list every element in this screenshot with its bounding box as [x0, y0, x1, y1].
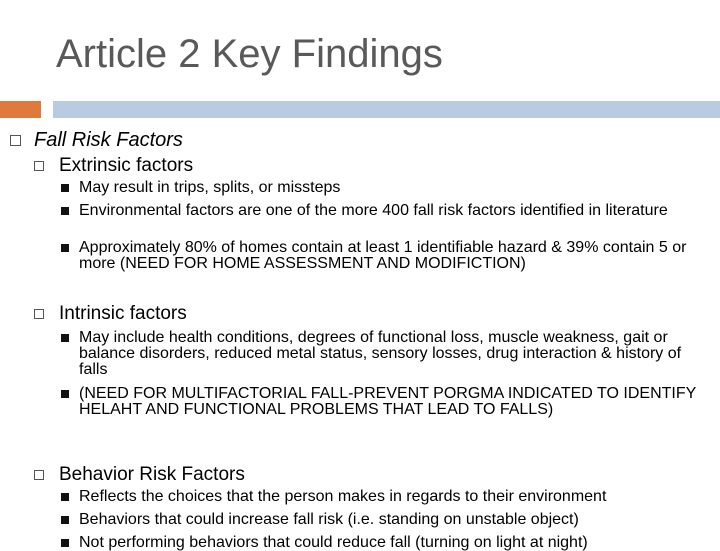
heading-label: Fall Risk Factors	[34, 129, 183, 151]
section-label: Extrinsic factors	[59, 155, 194, 176]
accent-bar	[0, 101, 41, 118]
bullet-icon	[61, 207, 69, 215]
square-bullet-icon	[34, 470, 44, 480]
section-label: Intrinsic factors	[59, 303, 187, 324]
bullet-icon	[61, 516, 69, 524]
bullet-icon	[61, 390, 69, 398]
bullet-icon	[61, 539, 69, 547]
square-bullet-icon	[10, 135, 21, 146]
bullet-text: Not performing behaviors that could reduce fall (turning on light at night)	[79, 534, 588, 551]
bullet-text: Environmental factors are one of the more 400 fall risk factors identified in literature	[79, 202, 668, 219]
slide-title: Article 2 Key Findings	[56, 32, 443, 76]
header-divider-bar	[53, 101, 720, 118]
square-bullet-icon	[34, 161, 44, 171]
bullet-text: Approximately 80% of homes contain at least 1 identifiable hazard & 39% contain 5 or more (NEED FOR HOME ASSESSMENT AND MODIFICTION)	[79, 239, 687, 272]
bullet-icon	[61, 184, 69, 192]
bullet-text: Reflects the choices that the person makes in regards to their environment	[79, 488, 607, 505]
square-bullet-icon	[34, 309, 44, 319]
section-label: Behavior Risk Factors	[59, 464, 245, 485]
bullet-icon	[61, 334, 69, 342]
bullet-text: (NEED FOR MULTIFACTORIAL FALL-PREVENT PORGMA INDICATED TO IDENTIFY HELAHT AND FUNCTIONAL PROBLEMS THAT LEAD TO FALLS)	[79, 385, 696, 418]
bullet-icon	[61, 244, 69, 252]
bullet-text: May include health conditions, degrees of functional loss, muscle weakness, gait or balance disorders, reduced metal status, sensory losses, drug interaction & history of falls	[79, 329, 682, 378]
bullet-text: Behaviors that could increase fall risk (i.e. standing on unstable object)	[79, 511, 579, 528]
bullet-text: May result in trips, splits, or missteps	[79, 179, 341, 196]
bullet-icon	[61, 493, 69, 501]
